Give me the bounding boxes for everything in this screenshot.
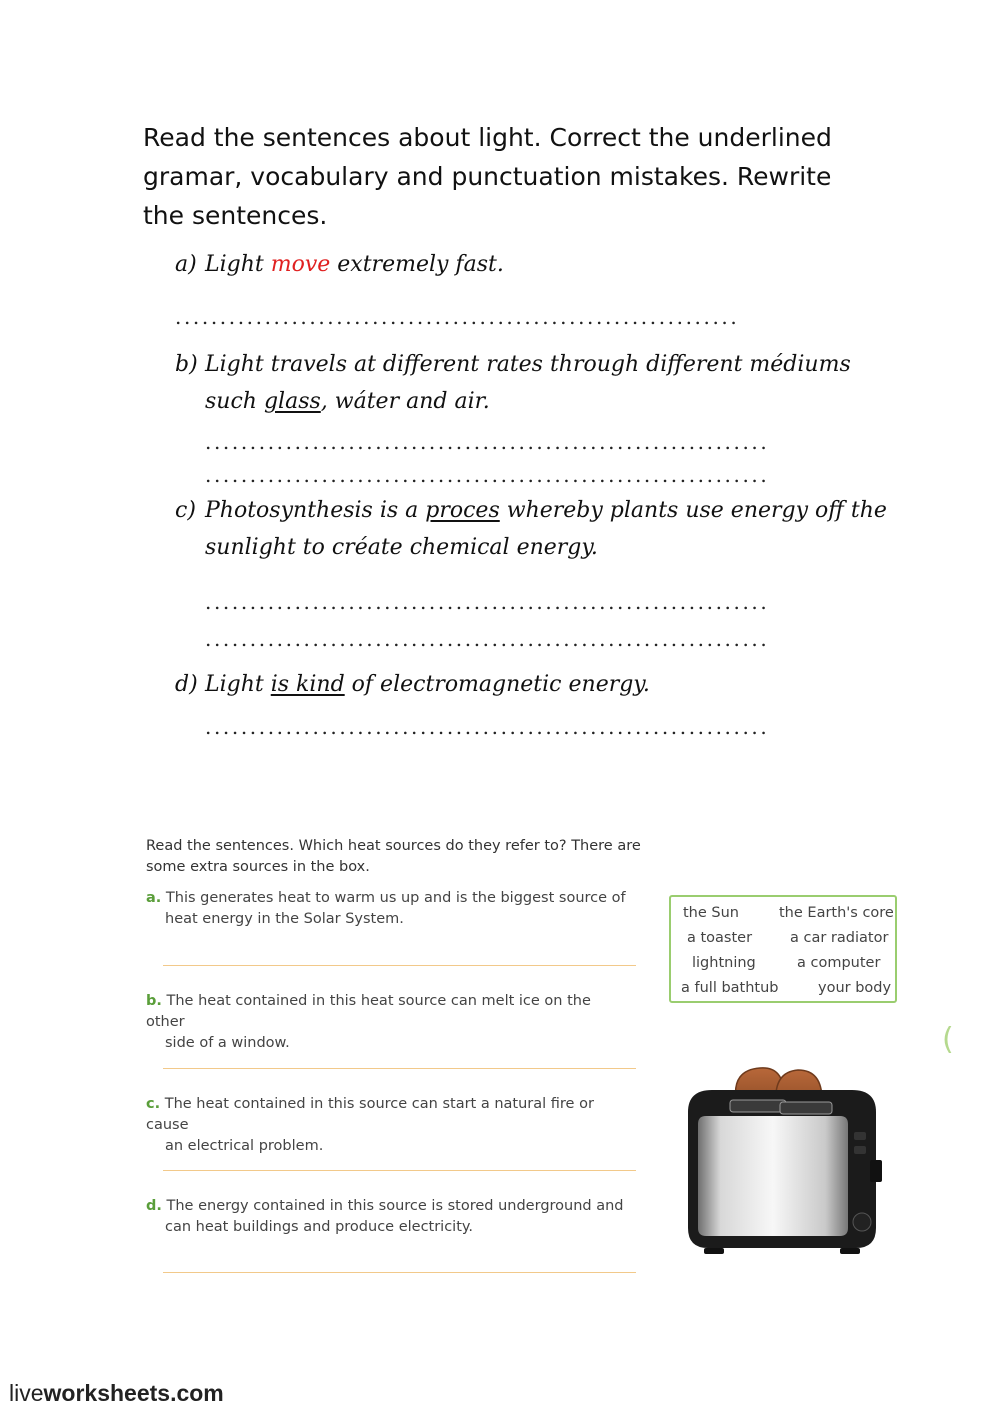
answer-line-a[interactable]: ...............................................................: [175, 305, 740, 329]
exercise-2-instruction: Read the sentences. Which heat sources do they refer to? There are some extra sources in the box.: [146, 838, 641, 875]
sentence-b-line1: Light travels at different rates through different médiums: [205, 352, 851, 377]
sentence-a-post: extremely fast.: [330, 252, 504, 277]
box-item: lightning: [692, 955, 756, 971]
question-c: [146, 1094, 626, 1157]
question-a: [146, 888, 626, 930]
answer-line-b1[interactable]: ...............................................................: [205, 430, 770, 454]
box-item: the Sun: [683, 905, 739, 921]
question-c-line2: an electrical problem.: [165, 1138, 324, 1154]
answer-line-c2[interactable]: ...............................................................: [205, 627, 770, 651]
answer-line-2d[interactable]: [163, 1272, 636, 1273]
logo-light-text: live: [9, 1380, 44, 1406]
question-d-line1: The energy contained in this source is stored underground and: [166, 1198, 624, 1214]
sentence-a-letter: a): [175, 252, 197, 277]
sentence-a: [175, 252, 504, 277]
sentence-b-post: , wáter and air.: [320, 389, 490, 414]
answer-line-2a[interactable]: [163, 965, 636, 966]
question-d-line2: can heat buildings and produce electricity.: [165, 1219, 474, 1235]
sentence-a-pre: Light: [205, 252, 271, 277]
question-a-letter: a.: [146, 890, 162, 906]
sentence-b-pre: such: [205, 389, 264, 414]
stray-mark: (: [942, 1022, 954, 1057]
sentence-a-error: move: [270, 252, 331, 277]
answer-line-2c[interactable]: [163, 1170, 636, 1171]
question-a-line1: This generates heat to warm us up and is the biggest source of: [165, 890, 626, 906]
sentence-c-pre: Photosynthesis is a: [205, 498, 426, 523]
heat-sources-box: [669, 895, 897, 1003]
sentence-c-line2: sunlight to créate chemical energy.: [205, 535, 598, 560]
answer-line-b2[interactable]: ...............................................................: [205, 463, 770, 487]
sentence-c-error: proces: [425, 498, 500, 523]
box-item: a toaster: [687, 930, 753, 946]
box-item: a car radiator: [790, 930, 889, 946]
sentence-d-letter: d): [175, 672, 198, 697]
question-d: [146, 1196, 626, 1238]
question-d-letter: d.: [146, 1198, 162, 1214]
box-item: your body: [818, 980, 892, 996]
sentence-d-error: is kind: [270, 672, 345, 697]
box-item: a computer: [797, 955, 881, 971]
sentence-c: [175, 498, 887, 523]
exercise-1-instruction: Read the sentences about light. Correct the underlined gramar, vocabulary and punctuation mistakes. Rewrite the sentences.: [143, 123, 832, 230]
question-c-line1: The heat contained in this source can start a natural fire or cause: [146, 1096, 594, 1133]
sentence-b-error: glass: [263, 389, 321, 414]
sentence-d-post: of electromagnetic energy.: [344, 672, 650, 697]
question-a-line2: heat energy in the Solar System.: [165, 911, 404, 927]
question-b: [146, 991, 626, 1054]
question-b-line2: side of a window.: [165, 1035, 290, 1051]
answer-line-2b[interactable]: [163, 1068, 636, 1069]
sentence-d-pre: Light: [205, 672, 271, 697]
liveworksheets-logo: [9, 1380, 224, 1407]
box-item: the Earth's core: [779, 905, 894, 921]
box-item: a full bathtub: [681, 980, 779, 996]
sentence-c-post: whereby plants use energy off the: [499, 498, 887, 523]
sentence-b-letter: b): [175, 352, 198, 377]
question-c-letter: c.: [146, 1096, 161, 1112]
sentence-c-letter: c): [175, 498, 196, 523]
answer-line-d[interactable]: ...............................................................: [205, 715, 770, 739]
question-b-line1: The heat contained in this heat source can melt ice on the other: [146, 993, 591, 1030]
logo-bold-text: worksheets.com: [43, 1380, 224, 1406]
question-b-letter: b.: [146, 993, 162, 1009]
answer-line-c1[interactable]: ...............................................................: [205, 590, 770, 614]
sentence-b: [175, 352, 851, 377]
toaster-image: [680, 1062, 885, 1262]
sentence-b-line2: [175, 389, 490, 414]
sentence-d: [175, 672, 650, 697]
